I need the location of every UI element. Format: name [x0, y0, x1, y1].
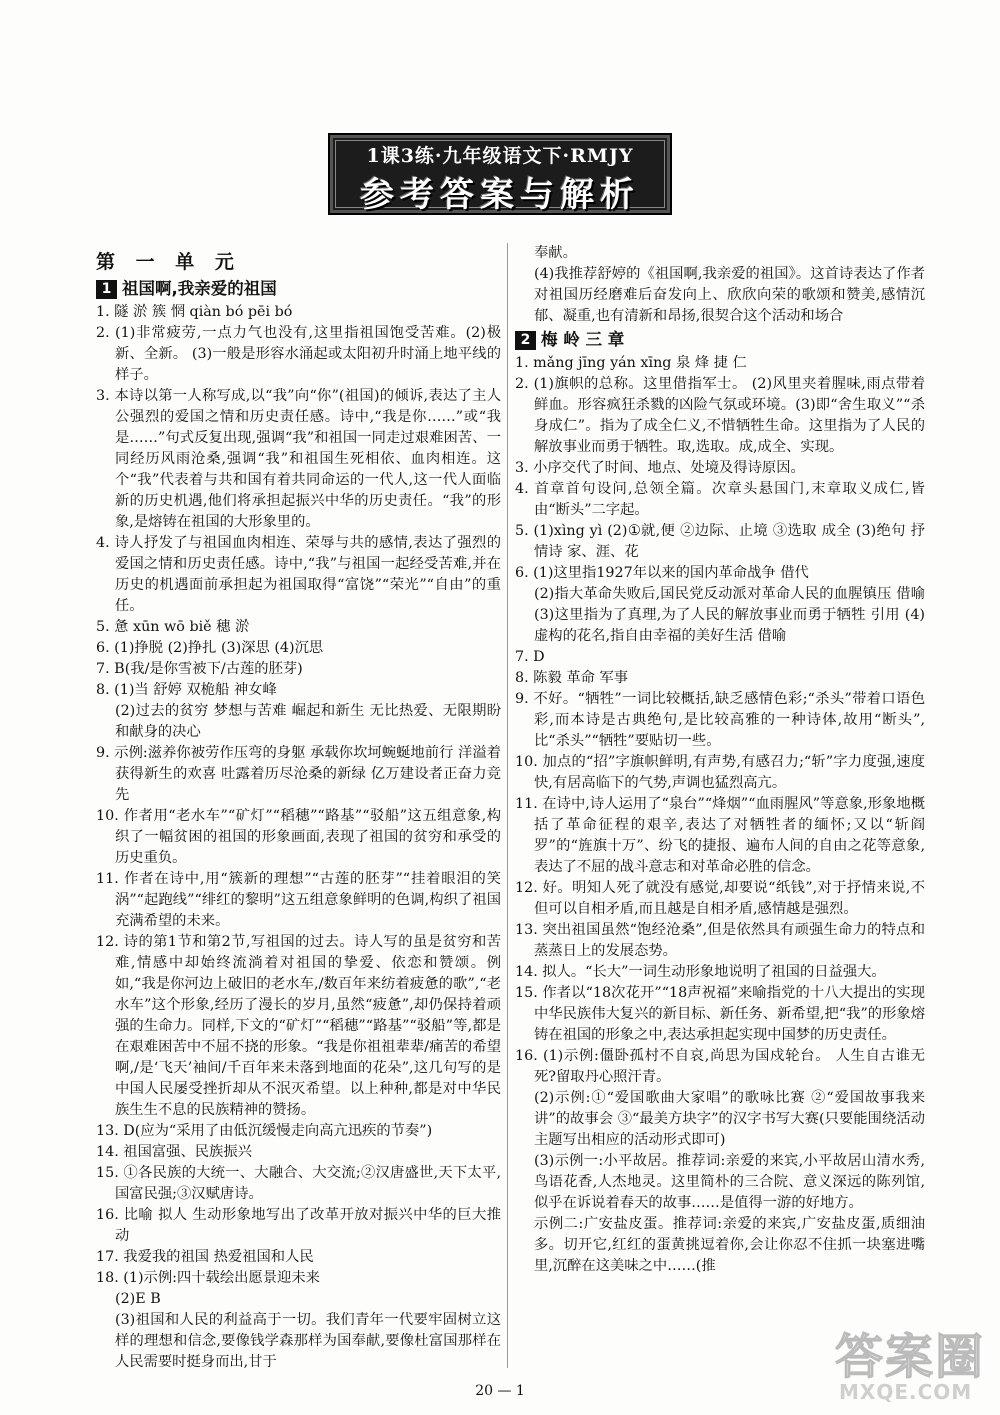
lesson-number-badge: 1	[96, 280, 117, 299]
left-column	[96, 240, 501, 1373]
answer-line: 16. (1)示例:僵卧孤村不自哀,尚思为国戍轮台。 人生自古谁无死?留取丹心照汗青。	[515, 1048, 925, 1085]
right-column	[515, 243, 925, 1277]
site-watermark-logo	[835, 1318, 995, 1408]
lesson-1-heading	[96, 278, 501, 299]
answer-line: 9. 不好。“牺牲”一词比较概括,缺乏感情色彩;“杀头”带着口语色彩,而本诗是古典绝句,是比较高雅的一种诗体,故用“断头”,比“杀头”“牺牲”要贴切一些。	[515, 691, 925, 749]
lesson-title-text: 祖国啊,我亲爱的祖国	[122, 279, 277, 298]
column-divider	[507, 243, 508, 1368]
answer-line: (2)示例:①“爱国歌曲大家唱”的歌咏比赛 ②“爱国故事我来讲”的故事会 ③“最美方块字”的汉字书写大赛(只要能围绕活动主题写出相应的活动形式即可)	[534, 1090, 925, 1148]
answer-line: 9. 示例:滋养你被劳作压弯的身躯 承载你坎坷蜿蜒地前行 洋溢着获得新生的欢喜 吐露着历尽沧桑的新绿 亿万建设者正奋力竞先	[96, 745, 501, 803]
watermark-text-bottom: MXQE.COM	[839, 1380, 973, 1404]
answer-line: 3. 本诗以第一人称写成,以“我”向“你”(祖国)的倾诉,表达了主人公强烈的爱国之情和历史责任感。诗中,“我是你……”或“我是……”句式反复出现,强调“我”和祖国一同走过艰难困苦、一同经历风雨沧桑,强调“我”和祖国生死相依、血肉相连。这个“我”代表着与共和国有着共同命运的一代人,这一代人面临新的历史机遇,他们将承担起振兴中华的历史责任。“我”的形象,是熔铸在祖国的大形象里的。	[96, 388, 501, 530]
answer-line: 8. 陈毅 革命 军事	[515, 670, 629, 686]
answer-line: 14. 祖国富强、民族振兴	[96, 1144, 252, 1160]
answer-line: 7. D	[515, 649, 545, 665]
answer-line: 6. (1)这里指1927年以来的国内革命战争 借代	[515, 565, 809, 581]
header-banner	[328, 133, 672, 215]
watermark-text-top: 答案圈	[835, 1329, 986, 1385]
answer-line: 13. 突出祖国虽然“饱经沧桑”,但是依然具有顽强生命力的特点和蒸蒸日上的发展态势。	[515, 922, 925, 959]
answer-line: (2)指大革命失败后,国民党反动派对革命人民的血腥镇压 借喻 (3)这里指为了真理,为了人民的解放事业而勇于牺牲 引用 (4)虚构的花名,指自由幸福的美好生活 借喻	[534, 586, 925, 644]
answer-line: 11. 作者在诗中,用“簇新的理想”“古莲的胚芽”“挂着眼泪的笑涡”“起跑线”“绯红的黎明”这五组意象鲜明的色调,构织了祖国充满希望的未来。	[96, 871, 501, 929]
answer-line: 10. 加点的“招”字旗帜鲜明,有声势,有感召力;“斩”字力度强,速度快,有居高临下的气势,声调也猛烈高亢。	[515, 754, 925, 791]
answer-line: 3. 小序交代了时间、地点、处境及得诗原因。	[515, 460, 805, 476]
lesson-title-text: 梅 岭 三 章	[541, 330, 625, 349]
answer-line: 14. 拟人。“长大”一词生动形象地说明了祖国的日益强大。	[515, 964, 886, 980]
lesson-2-heading	[515, 329, 925, 350]
answer-line: 7. B(我/是你雪被下/古莲的胚芽)	[96, 661, 303, 677]
answer-line: 17. 我爱我的祖国 热爱祖国和人民	[96, 1249, 314, 1265]
answer-line: 2. (1)旗帜的总称。这里借指军士。 (2)风里夹着腥味,雨点带着鲜血。形容疯狂杀戮的凶险气氛或环境。(3)即“舍生取义”“杀身成仁”。指为了成全仁义,不惜牺牲生命。这里指为了人民的解放事业而勇于牺牲。取,选取。成,成全、实现。	[515, 376, 925, 455]
lesson-number-badge: 2	[515, 331, 536, 350]
answer-line: (2)过去的贫穷 梦想与苦难 崛起和新生 无比热爱、无限期盼和献身的决心	[115, 703, 501, 740]
answer-line: (4)我推荐舒婷的《祖国啊,我亲爱的祖国》。这首诗表达了作者对祖国历经磨难后奋发向上、欣欣向荣的歌颂和赞美,感情沉郁、凝重,也有清新和昂扬,很契合这个活动和场合	[534, 266, 925, 324]
answer-line: 示例二:广安盐皮蛋。推荐词:亲爱的来宾,广安盐皮蛋,质细油多。切开它,红红的蛋黄挑逗着你,会让你忍不住抓一块塞进嘴里,沉醉在这美味之中……(推	[534, 1216, 925, 1274]
answer-line: 11. 在诗中,诗人运用了“泉台”“烽烟”“血雨腥风”等意象,形象地概括了革命征程的艰辛,表达了对牺牲者的缅怀;又以“斩阎罗”的“旌旗十万”、纷飞的捷报、遍布人间的自由之花等意象,表达了不屈的战斗意志和对革命必胜的信念。	[515, 796, 925, 875]
answer-line: 8. (1)当 舒婷 双桅船 神女峰	[96, 682, 277, 698]
answer-line: (3)示例一:小平故居。推荐词:亲爱的来宾,小平故居山清水秀,鸟语花香,人杰地灵。这里简朴的三合院、意义深远的陈列馆,似乎在诉说着春天的故事……是值得一游的好地方。	[534, 1153, 925, 1211]
answer-line: 1. 隧 淤 簇 惘 qiàn bó pēi bó	[96, 304, 293, 320]
answer-line: 2. (1)非常疲劳,一点力气也没有,这里指祖国饱受苦难。(2)极新、全新。 (3)一般是形容水涌起或太阳初升时涌上地平线的样子。	[96, 325, 501, 383]
answer-line: 4. 诗人抒发了与祖国血肉相连、荣辱与共的感情,表达了强烈的爱国之情和历史责任感。诗中,“我”与祖国一起经受苦难,并在历史的机遇面前承担起为祖国取得“富饶”“荣光”“自由”的重任。	[96, 535, 501, 614]
answer-line: 10. 作者用“老水车”“矿灯”“稻穗”“路基”“驳船”这五组意象,构织了一幅贫困的祖国的形象画面,表现了祖国的贫穷和承受的历史重负。	[96, 808, 501, 866]
answer-line: 13. D(应为“采用了由低沉缓慢走向高亢迅疾的节奏”)	[96, 1123, 433, 1139]
answer-line: 5. 惫 xūn wō biě 穗 淤	[96, 619, 250, 635]
answer-line: 6. (1)挣脱 (2)挣扎 (3)深思 (4)沉思	[96, 640, 324, 656]
answer-line: 12. 诗的第1节和第2节,写祖国的过去。诗人写的虽是贫穷和苦难,情感中却始终流淌着对祖国的挚爱、依恋和赞颂。例如,“我是你河边上破旧的老水车,/数百年来纺着疲惫的歌”,“老水车”这个形象,经历了漫长的岁月,虽然“疲惫”,却仍保持着顽强的生命力。同样,下文的“矿灯”“稻穗”“路基”“驳船”等,都是在艰难困苦中不屈不挠的形象。“我是你祖祖辈辈/痛苦的希望啊,/是‘飞天’袖间/千百年来未落到地面的花朵”,这几句写的是中国人民屡受挫折却从不泯灭希望。以上种种,都是对中华民族生生不息的民族精神的赞扬。	[96, 934, 501, 1118]
answer-line: 5. (1)xìng yì (2)①就,便 ②边际、止境 ③选取 成全 (3)绝句 抒情诗 家、涯、花	[515, 523, 925, 560]
answer-line: 15. ①各民族的大统一、大融合、大交流;②汉唐盛世,天下太平,国富民强;③汉赋唐诗。	[96, 1165, 501, 1202]
answer-line: 12. 好。明知人死了就没有感觉,却要说“纸钱”,对于抒情来说,不但可以自相矛盾,而且越是自相矛盾,感情越是强烈。	[515, 880, 925, 917]
banner-title: 参考答案与解析	[360, 175, 640, 215]
answer-line: (2)E B	[115, 1291, 161, 1307]
answer-line: 18. (1)示例:四十载绘出愿景迎未来	[96, 1270, 320, 1286]
answer-line: 16. 比喻 拟人 生动形象地写出了改革开放对振兴中华的巨大推动	[96, 1207, 501, 1244]
answer-line: 15. 作者以“18次花开”“18声祝福”来喻指党的十八大提出的实现中华民族伟大复兴的新目标、新任务、新希望,把“我”的形象熔铸在祖国的形象之中,表达承担起实现中国梦的历史责任。	[515, 985, 925, 1043]
answer-line: (3)祖国和人民的利益高于一切。我们青年一代要牢固树立这样的理想和信念,要像钱学森那样为国奉献,要像杜富国那样在人民需要时挺身而出,甘于	[115, 1312, 501, 1370]
unit-title: 第 一 单 元	[96, 251, 241, 273]
banner-subtitle: 1课3练·九年级语文下·RMJY	[366, 145, 634, 167]
answer-line: 1. mǎng jīng yán xīng 泉 烽 捷 仁	[515, 355, 747, 371]
answer-line: 奉献。	[534, 245, 577, 261]
page-number: 20 — 1	[475, 1383, 525, 1399]
answer-line: 4. 首章首句设问,总领全篇。次章头悬国门,末章取义成仁,皆由“断头”二字起。	[515, 481, 925, 518]
